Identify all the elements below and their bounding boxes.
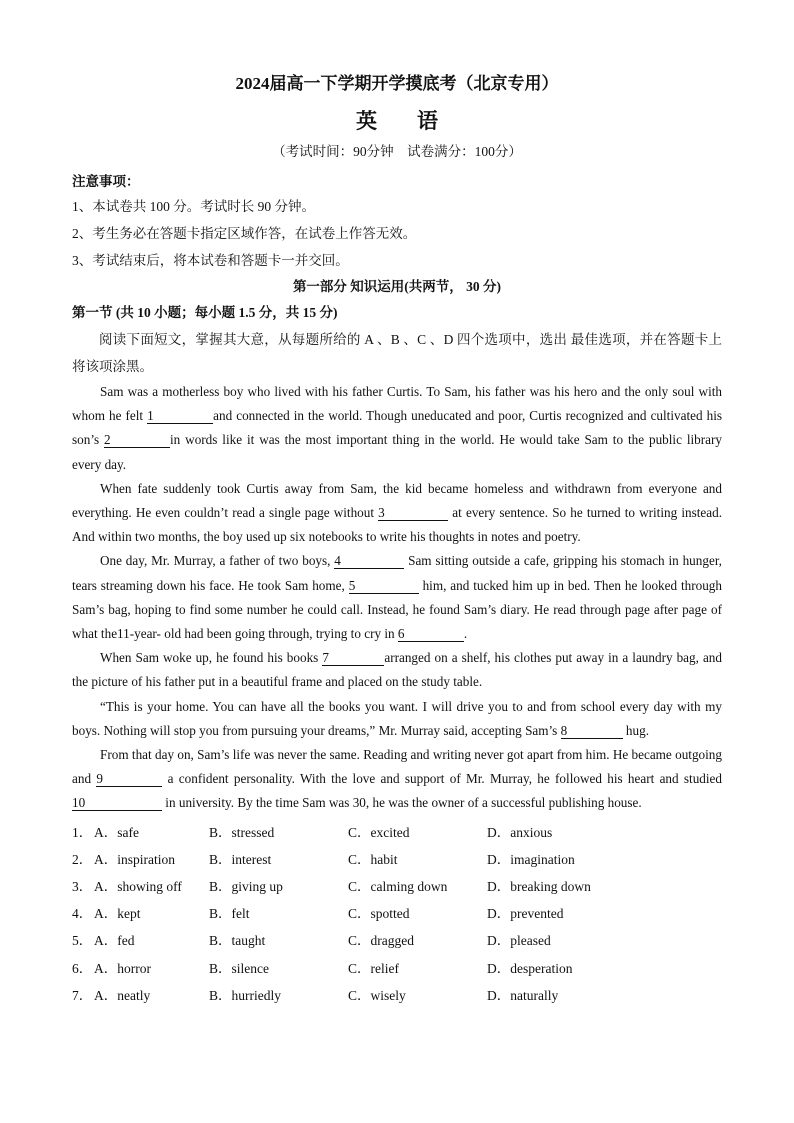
option-b: B．interest bbox=[209, 851, 272, 867]
option-d: D．pleased bbox=[487, 933, 551, 949]
passage-paragraph: When fate suddenly took Curtis away from Sam, the kid became homeless and withdrawn from everyone and everything. He even couldn’t read a single page without 3 at every sentence. So he turned to writing instead. And within two months, the boy used up six notebooks to write his thoughts in notes and poetry. bbox=[72, 480, 722, 545]
option-d: D．anxious bbox=[487, 824, 553, 840]
option-c: C．dragged bbox=[348, 933, 414, 949]
passage-paragraph: When Sam woke up, he found his books 7 arranged on a shelf, his clothes put away in a laundry bag, and the picture of his father put in a beautiful frame and placed on the study table. bbox=[72, 650, 722, 690]
exam-time-info: （考试时间：90分钟 试卷满分：100分） bbox=[272, 144, 522, 159]
option-a: A．inspiration bbox=[94, 851, 175, 867]
question-row bbox=[72, 955, 722, 982]
option-c: C．wisely bbox=[348, 987, 406, 1003]
passage-paragraph: Sam was a motherless boy who lived with his father Curtis. To Sam, his father was his hero and the only soul with whom he felt 1 and connected in the world. Though uneducated and poor, Curtis recognized and cultivated his son’s 2 in words like it was the most important thing in the world. He would take Sam to the public library every day. bbox=[72, 384, 722, 472]
blank-2: 2 bbox=[104, 432, 170, 448]
blank-8: 8 bbox=[561, 723, 623, 739]
option-a: A．kept bbox=[94, 906, 141, 922]
question-number: 4． bbox=[72, 906, 93, 922]
option-b: B．taught bbox=[209, 933, 266, 949]
option-a: A．neatly bbox=[94, 987, 151, 1003]
blank-9: 9 bbox=[96, 771, 162, 787]
blank-4: 4 bbox=[334, 553, 404, 569]
question-row bbox=[72, 982, 722, 1009]
option-b: B．stressed bbox=[209, 824, 275, 840]
passage-paragraph: “This is your home. You can have all the books you want. I will drive you to and from school every day with my boys. Nothing will stop you from pursuing your dreams,” Mr. Murray said, accepting Sam’s 8 hug. bbox=[72, 698, 722, 738]
instruction: 阅读下面短文，掌握其大意，从每题所给的 A 、B 、C 、D 四个选项中，选出 最佳选项，并在答题卡上将该项涂黑。 bbox=[72, 332, 722, 374]
passage-paragraph: One day, Mr. Murray, a father of two boys, 4 Sam sitting outside a cafe, gripping his stomach in hunger, tears streaming down his face. He took Sam home, 5 him, and tucked him up in bed. Then he looked through Sam’s bag, hoping to find some number he could call. Instead, he found Sam’s diary. He read through page after page of what the11-year- old had been going through, trying to cry in 6 . bbox=[72, 553, 722, 642]
option-b: B．hurriedly bbox=[209, 987, 281, 1003]
exam-page bbox=[72, 72, 722, 1009]
option-b: B．silence bbox=[209, 960, 269, 976]
question-row bbox=[72, 819, 722, 846]
blank-7: 7 bbox=[322, 650, 384, 666]
note-item: 1、本试卷共 100 分。考试时长 90 分钟。 bbox=[72, 199, 315, 214]
option-b: B．felt bbox=[209, 906, 250, 922]
note-item: 3、考试结束后，将本试卷和答题卡一并交回。 bbox=[72, 253, 349, 268]
question-number: 7． bbox=[72, 987, 93, 1003]
question-number: 6． bbox=[72, 960, 93, 976]
question-number: 3． bbox=[72, 879, 93, 895]
blank-1: 1 bbox=[147, 408, 213, 424]
cloze-passage bbox=[72, 380, 722, 816]
question-row bbox=[72, 927, 722, 954]
option-c: C．habit bbox=[348, 851, 398, 867]
option-a: A．safe bbox=[94, 824, 139, 840]
question-number: 5． bbox=[72, 933, 93, 949]
option-c: C．relief bbox=[348, 960, 399, 976]
question-row bbox=[72, 900, 722, 927]
option-c: C．excited bbox=[348, 824, 410, 840]
option-d: D．imagination bbox=[487, 851, 575, 867]
question-row bbox=[72, 846, 722, 873]
option-d: D．prevented bbox=[487, 906, 564, 922]
option-a: A．horror bbox=[94, 960, 151, 976]
question-number: 1． bbox=[72, 824, 93, 840]
option-d: D．desperation bbox=[487, 960, 573, 976]
option-d: D．naturally bbox=[487, 987, 559, 1003]
subject-title: 英语 bbox=[356, 109, 478, 133]
question-row bbox=[72, 873, 722, 900]
question-number: 2． bbox=[72, 851, 93, 867]
passage-paragraph: From that day on, Sam’s life was never the same. Reading and writing never got apart from him. He became outgoing and 9 a confident personality. With the love and support of Mr. Murray, he followed his heart and studied 10 in university. By the time Sam was 30, he was the owner of a successful publishing house. bbox=[72, 747, 722, 811]
blank-5: 5 bbox=[349, 578, 419, 594]
notes-heading: 注意事项： bbox=[72, 174, 140, 189]
blank-6: 6 bbox=[398, 626, 464, 642]
part-title: 第一部分 知识运用(共两节， 30 分) bbox=[292, 279, 502, 294]
option-c: C．calming down bbox=[348, 879, 448, 895]
option-a: A．showing off bbox=[94, 879, 182, 895]
blank-10: 10 bbox=[72, 795, 162, 811]
section-title: 第一节 (共 10 小题；每小题 1.5 分，共 15 分) bbox=[72, 305, 338, 320]
option-c: C．spotted bbox=[348, 906, 410, 922]
option-b: B．giving up bbox=[209, 879, 283, 895]
note-item: 2、考生务必在答题卡指定区域作答，在试卷上作答无效。 bbox=[72, 226, 417, 241]
question-options bbox=[72, 819, 722, 1009]
exam-title: 2024届高一下学期开学摸底考（北京专用） bbox=[235, 74, 559, 93]
blank-3: 3 bbox=[378, 505, 448, 521]
option-a: A．fed bbox=[94, 933, 135, 949]
option-d: D．breaking down bbox=[487, 879, 591, 895]
